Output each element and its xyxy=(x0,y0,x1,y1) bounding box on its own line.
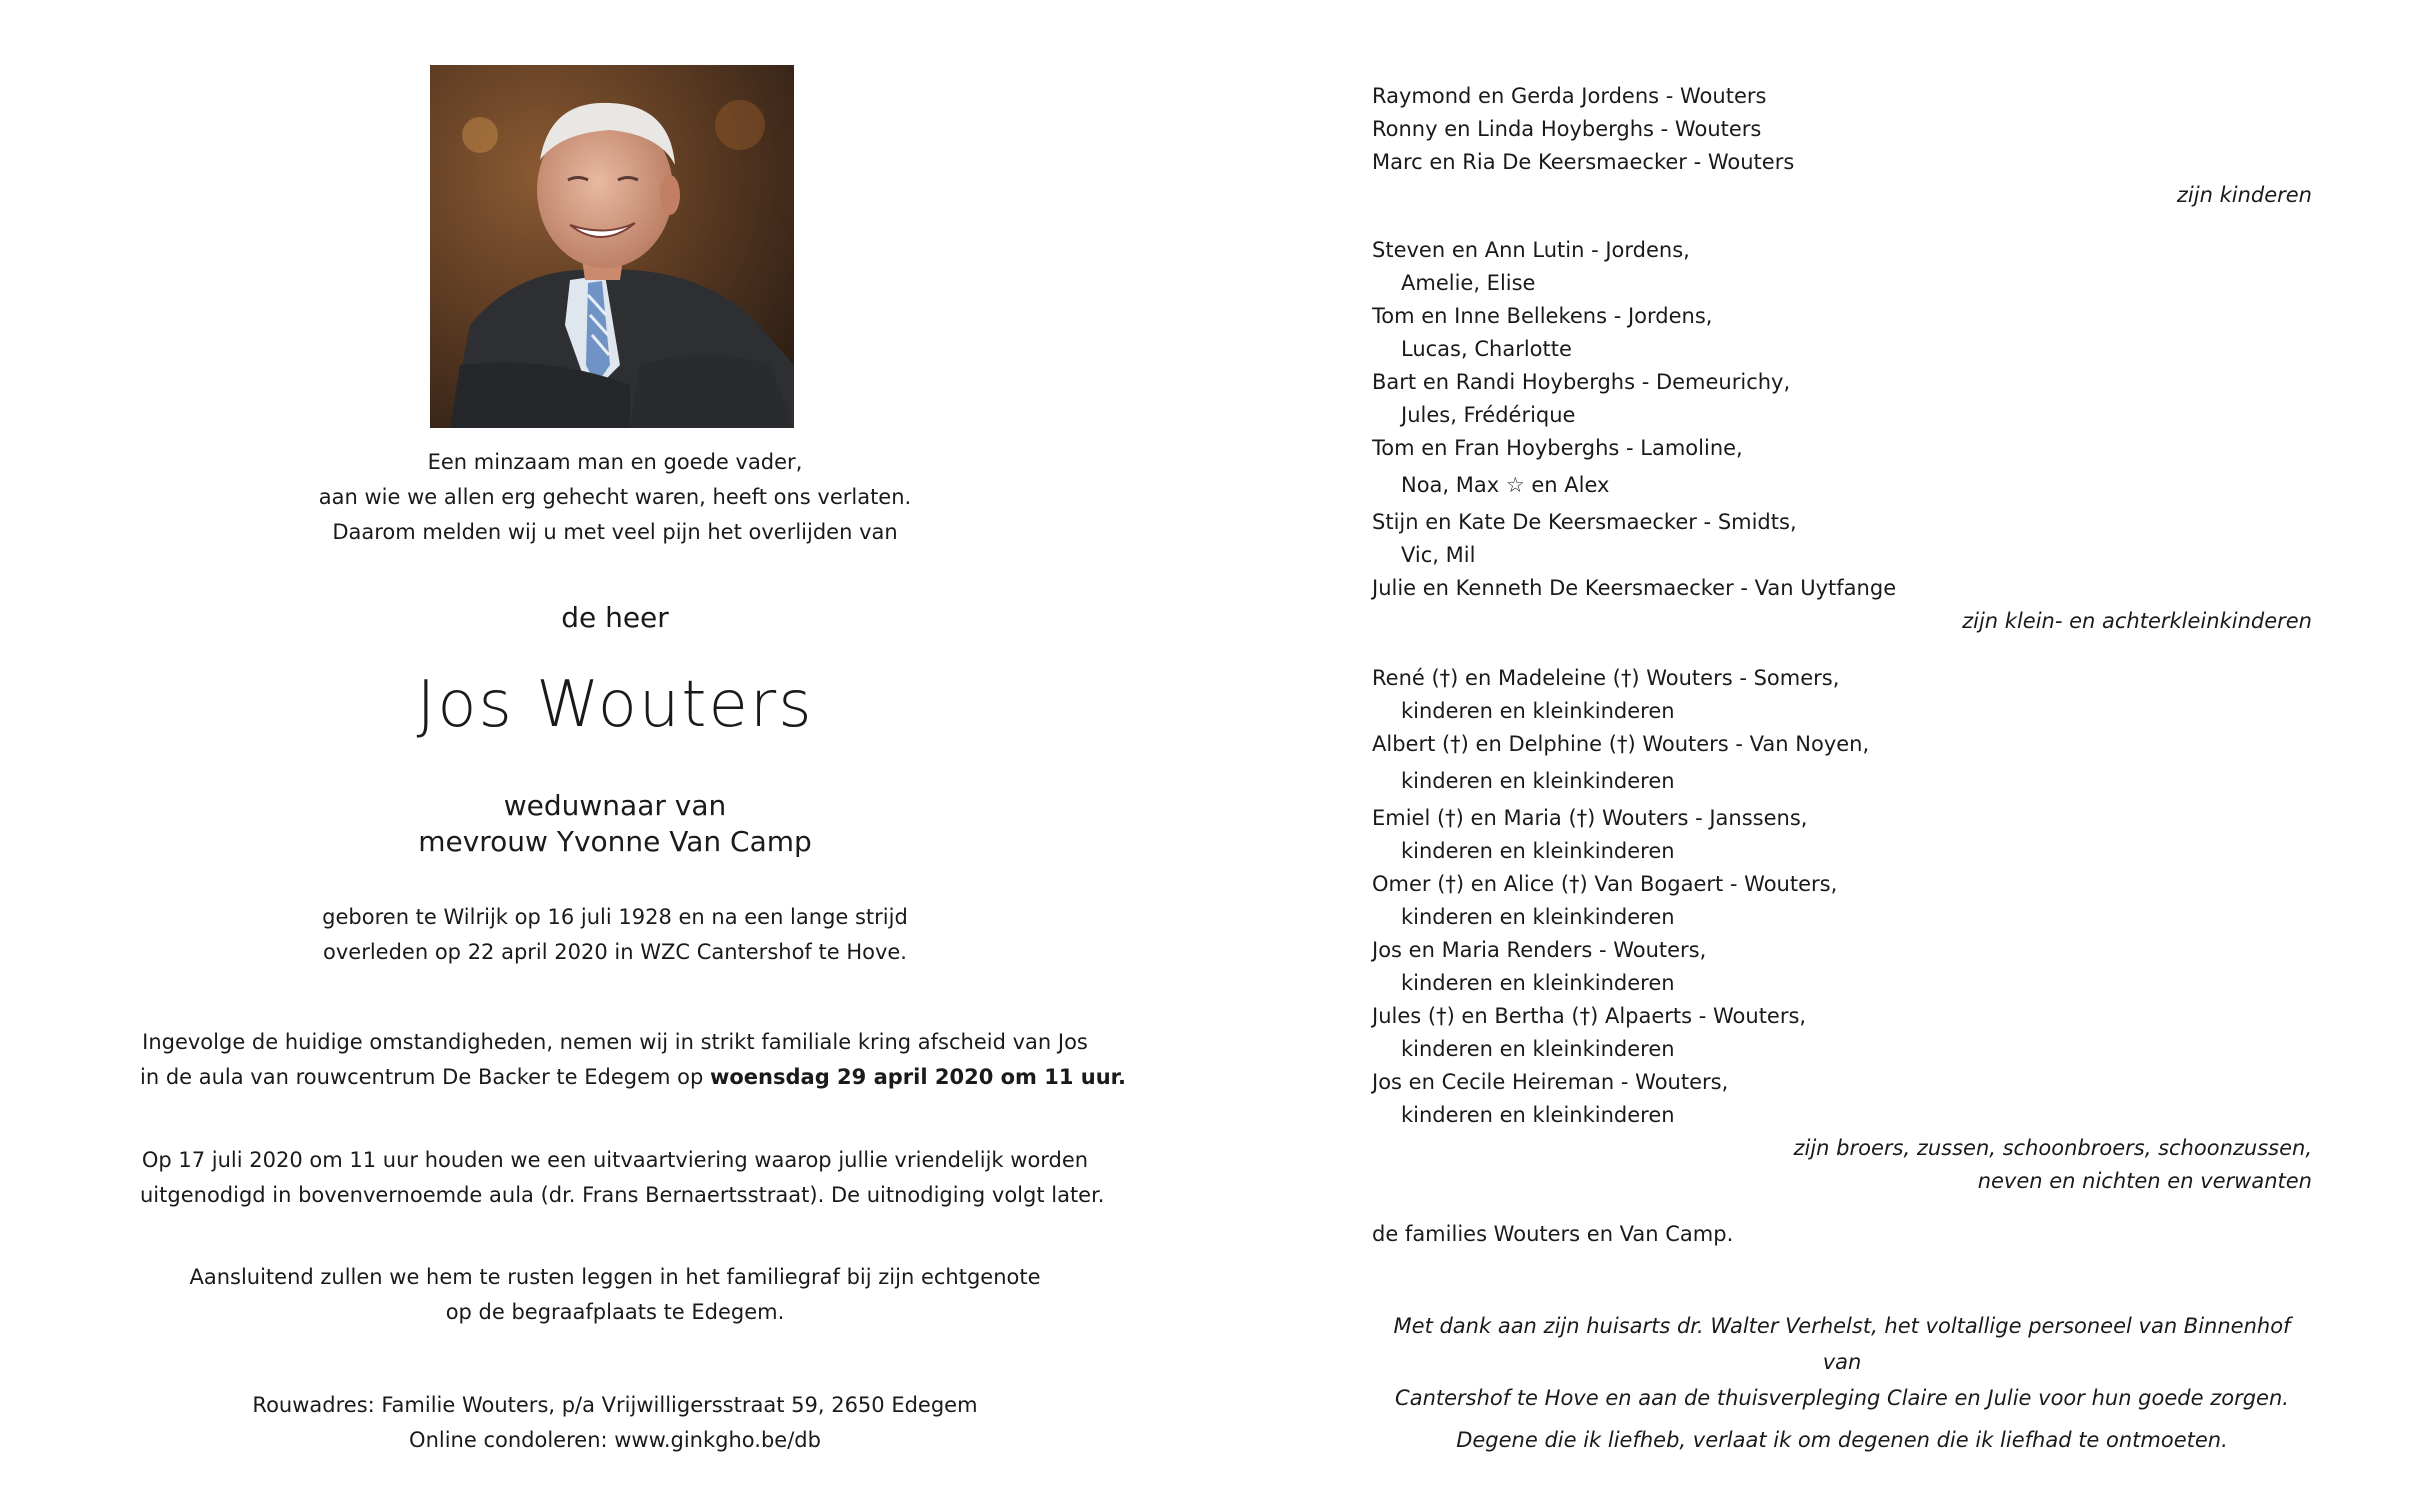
sibling-descendants: kinderen en kleinkinderen xyxy=(1401,971,1675,995)
intro-line: Een minzaam man en goede vader, xyxy=(427,450,803,474)
thanks-line: Cantershof te Hove en aan de thuisverpleging Claire en Julie voor hun goede zorgen. xyxy=(1395,1386,2289,1410)
grandchild-couple: Steven en Ann Lutin - Jordens, xyxy=(1372,238,1690,262)
siblings-list xyxy=(1372,662,2312,1198)
celebration-line: Op 17 juli 2020 om 11 uur houden we een uitvaartviering waarop jullie vriendelijk worden xyxy=(141,1148,1089,1172)
siblings-label: neven en nichten en verwanten xyxy=(1977,1169,2312,1193)
farewell-line-text: in de aula van rouwcentrum De Backer te Edegem op xyxy=(140,1065,710,1089)
farewell-date: woensdag 29 april 2020 om 11 uur. xyxy=(709,1065,1127,1089)
deceased-name: Jos Wouters xyxy=(416,668,814,742)
title-text: de heer xyxy=(561,601,669,634)
sibling-couple: Jos en Cecile Heireman - Wouters, xyxy=(1372,1070,1729,1094)
sibling-descendants: kinderen en kleinkinderen xyxy=(1401,769,1675,793)
child-couple: Raymond en Gerda Jordens - Wouters xyxy=(1372,84,1767,108)
burial-line: op de begraafplaats te Edegem. xyxy=(445,1300,785,1324)
sibling-couple: René (†) en Madeleine (†) Wouters - Somers, xyxy=(1372,666,1840,690)
grandchildren-label: zijn klein- en achterkleinkinderen xyxy=(1962,609,2312,633)
siblings-label: zijn broers, zussen, schoonbroers, schoonzussen, xyxy=(1793,1136,2312,1160)
intro-text xyxy=(140,445,1090,550)
grandchild-couple: Tom en Fran Hoyberghs - Lamoline, xyxy=(1372,436,1743,460)
thanks-line: Met dank aan zijn huisarts dr. Walter Verhelst, het voltallige personeel van Binnenhof van xyxy=(1393,1314,2291,1374)
farewell-line xyxy=(140,1060,1127,1095)
child-couple: Ronny en Linda Hoyberghs - Wouters xyxy=(1372,117,1762,141)
intro-line: aan wie we allen erg gehecht waren, heeft ons verlaten. xyxy=(318,485,912,509)
celebration-text xyxy=(140,1143,1105,1213)
birth-line: geboren te Wilrijk op 16 juli 1928 en na een lange strijd xyxy=(322,905,908,929)
sibling-descendants: kinderen en kleinkinderen xyxy=(1401,905,1675,929)
sibling-couple: Emiel (†) en Maria (†) Wouters - Janssens, xyxy=(1372,806,1808,830)
burial-text xyxy=(140,1260,1090,1330)
children-label: zijn kinderen xyxy=(2176,183,2312,207)
great-grandchildren: Vic, Mil xyxy=(1401,543,1476,567)
widower-text xyxy=(140,788,1090,860)
widower-line: weduwnaar van xyxy=(503,789,727,822)
online-condolences: Online condoleren: www.ginkgho.be/db xyxy=(409,1428,821,1452)
great-grandchildren: Amelie, Elise xyxy=(1401,271,1536,295)
thanks-text xyxy=(1372,1308,2312,1416)
grandchildren-list xyxy=(1372,234,2312,638)
sibling-couple: Albert (†) en Delphine (†) Wouters - Van Noyen, xyxy=(1372,732,1870,756)
great-grandchildren: Noa, Max ☆ en Alex xyxy=(1401,473,1610,497)
sibling-couple: Omer (†) en Alice (†) Van Bogaert - Wouters, xyxy=(1372,872,1838,896)
sibling-couple: Jos en Maria Renders - Wouters, xyxy=(1372,938,1707,962)
grandchild-couple: Bart en Randi Hoyberghs - Demeurichy, xyxy=(1372,370,1791,394)
portrait-photo xyxy=(430,65,794,428)
grandchild-couple: Julie en Kenneth De Keersmaecker - Van Uytfange xyxy=(1372,576,1897,600)
mourning-address: Rouwadres: Familie Wouters, p/a Vrijwilligersstraat 59, 2650 Edegem xyxy=(252,1393,978,1417)
sibling-couple: Jules (†) en Bertha (†) Alpaerts - Wouters, xyxy=(1372,1004,1807,1028)
grandchild-couple: Tom en Inne Bellekens - Jordens, xyxy=(1372,304,1713,328)
great-grandchildren: Lucas, Charlotte xyxy=(1401,337,1572,361)
children-list xyxy=(1372,80,2312,212)
intro-line: Daarom melden wij u met veel pijn het overlijden van xyxy=(332,520,898,544)
closing-quote: Degene die ik liefheb, verlaat ik om degenen die ik liefhad te ontmoeten. xyxy=(1456,1428,2228,1452)
families-text xyxy=(1372,1218,2312,1251)
celebration-line: uitgenodigd in bovenvernoemde aula (dr. Frans Bernaertsstraat). De uitnodiging volgt later. xyxy=(140,1183,1105,1207)
farewell-line: Ingevolge de huidige omstandigheden, nemen wij in strikt familiale kring afscheid van Jos xyxy=(142,1030,1088,1054)
contact-text xyxy=(140,1388,1090,1458)
sibling-descendants: kinderen en kleinkinderen xyxy=(1401,699,1675,723)
widower-line: mevrouw Yvonne Van Camp xyxy=(418,825,812,858)
burial-line: Aansluitend zullen we hem te rusten leggen in het familiegraf bij zijn echtgenote xyxy=(189,1265,1041,1289)
death-line: overleden op 22 april 2020 in WZC Cantershof te Hove. xyxy=(323,940,907,964)
sibling-descendants: kinderen en kleinkinderen xyxy=(1401,1103,1675,1127)
great-grandchildren: Jules, Frédérique xyxy=(1401,403,1576,427)
child-couple: Marc en Ria De Keersmaecker - Wouters xyxy=(1372,150,1795,174)
families-line: de families Wouters en Van Camp. xyxy=(1372,1222,1734,1246)
sibling-descendants: kinderen en kleinkinderen xyxy=(1401,1037,1675,1061)
birth-death-text xyxy=(140,900,1090,970)
farewell-text xyxy=(140,1025,1127,1095)
grandchild-couple: Stijn en Kate De Keersmaecker - Smidts, xyxy=(1372,510,1797,534)
sibling-descendants: kinderen en kleinkinderen xyxy=(1401,839,1675,863)
